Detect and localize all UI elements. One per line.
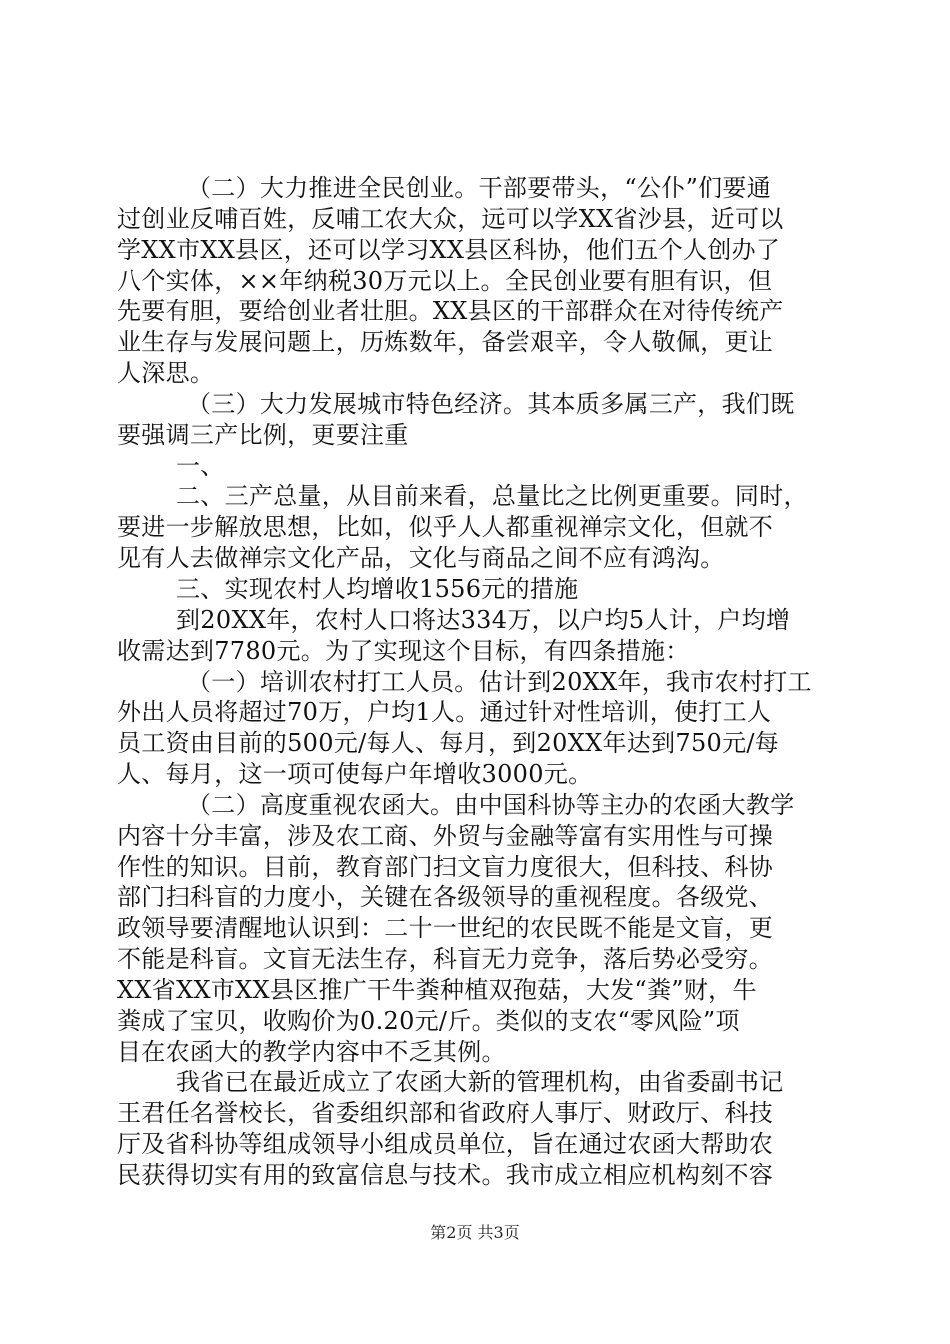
text-line: 内容十分丰富，涉及农工商、外贸与金融等富有实用性与可操: [117, 822, 774, 850]
text-line: XX省XX市XX县区推广干牛粪种植双孢菇，大发“粪”财，牛: [117, 976, 757, 1004]
text-line: 部门扫科盲的力度小，关键在各级领导的重视程度。各级党、: [117, 883, 774, 911]
text-line: 三、实现农村人均增收1556元的措施: [176, 575, 579, 603]
text-line: 业生存与发展问题上，历炼数年，备尝艰辛，令人敬佩，更让: [117, 328, 774, 356]
text-line: 王君任名誉校长，省委组织部和省政府人事厅、财政厅、科技: [117, 1099, 774, 1127]
text-line: （二）高度重视农函大。由中国科协等主办的农函大教学: [187, 791, 795, 819]
text-line: 粪成了宝贝，收购价为0.20元/斤。类似的支农“零风险”项: [117, 1007, 740, 1035]
text-line: 政领导要清醒地认识到：二十一世纪的农民既不能是文盲，更: [117, 914, 774, 942]
page-footer: 第2页 共3页: [430, 1223, 520, 1242]
text-line: 要进一步解放思想，比如，似乎人人都重视禅宗文化，但就不: [117, 513, 774, 541]
text-line: 先要有胆，要给创业者壮胆。XX县区的干部群众在对待传统产: [117, 297, 784, 325]
text-line: 我省已在最近成立了农函大新的管理机构，由省委副书记: [176, 1068, 784, 1096]
text-line: 八个实体，××年纳税30万元以上。全民创业要有胆有识，但: [117, 267, 773, 295]
text-line: 目在农函大的教学内容中不乏其例。: [117, 1038, 506, 1066]
text-line: 作性的知识。目前，教育部门扫文盲力度很大，但科技、科协: [117, 853, 774, 881]
text-line: 一、: [176, 452, 225, 480]
text-line: 民获得切实有用的致富信息与技术。我市成立相应机构刻不容: [117, 1161, 774, 1189]
text-line: 人、每月，这一项可使每户年增收3000元。: [117, 760, 593, 788]
text-line: （三）大力发展城市特色经济。其本质多属三产，我们既: [187, 390, 795, 418]
text-line: 过创业反哺百姓，反哺工农大众，远可以学XX省沙县，近可以: [117, 205, 784, 233]
text-line: 到20XX年，农村人口将达334万，以户均5人计，户均增: [176, 606, 791, 634]
text-line: 员工资由目前的500元/每人、每月，到20XX年达到750元/每: [117, 729, 780, 757]
text-line: 二、三产总量，从目前来看，总量比之比例更重要。同时，: [176, 482, 808, 510]
text-line: （一）培训农村打工人员。估计到20XX年，我市农村打工: [187, 668, 812, 696]
text-line: 学XX市XX县区，还可以学习XX县区科协，他们五个人创办了: [117, 236, 781, 264]
text-line: 厅及省科协等组成领导小组成员单位，旨在通过农函大帮助农: [117, 1130, 774, 1158]
text-line: （二）大力推进全民创业。干部要带头，“公仆”们要通: [187, 174, 772, 202]
text-line: 收需达到7780元。为了实现这个目标，有四条措施：: [117, 637, 690, 665]
text-line: 人深思。: [117, 359, 215, 387]
text-line: 见有人去做禅宗文化产品，文化与商品之间不应有鸿沟。: [117, 544, 725, 572]
text-line: 不能是科盲。文盲无法生存，科盲无力竞争，落后势必受穷。: [117, 945, 774, 973]
text-line: 外出人员将超过70万，户均1人。通过针对性培训，使打工人: [117, 698, 772, 726]
text-line: 要强调三产比例，更要注重: [117, 421, 409, 449]
